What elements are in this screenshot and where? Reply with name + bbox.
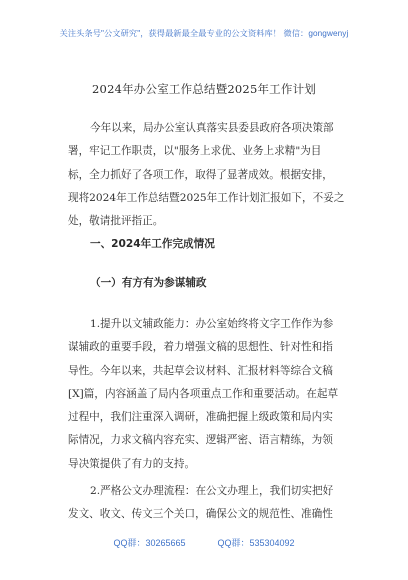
paragraph-line: 际情况，力求文稿内容充实、逻辑严密、语言精练，为领 [68,434,333,447]
intro-paragraph [68,117,350,233]
footer-qq-group-1: QQ群：30265665 [113,538,186,548]
paragraph-line: 导性。今年以来，共起草会议材料、汇报材料等综合文稿 [68,364,333,377]
intro-line: 处，敬请批评指正。 [68,215,164,228]
paragraph-line: 导决策提供了有力的支持。 [68,457,196,470]
paragraph-1 [68,313,350,476]
paragraph-line: [X]篇，内容涵盖了局内各项重点工作和重要活动。在起草 [68,387,339,400]
paragraph-line: 过程中，我们注重深入调研，准确把握上级政策和局内实 [68,411,333,424]
paragraph-line: 发文、收文、传文三个关口，确保公文的规范性、准确性 [68,508,333,521]
paragraph-line: 1.提升以文辅政能力：办公室始终将文字工作作为参 [90,318,334,330]
intro-line: 今年以来，局办公室认真落实县委县政府各项决策部 [90,122,334,134]
section-heading: 一、2024年工作完成情况 [90,238,215,250]
footer [0,536,408,549]
intro-line: 标，全力抓好了各项工作，取得了显著成效。根据安排， [68,168,333,181]
paragraph-line: 2.严格公文办理流程：在公文办理上，我们切实把好 [90,485,334,497]
paragraph-2 [68,480,350,527]
document-title: 2024年办公室工作总结暨2025年工作计划 [92,82,316,96]
footer-qq-group-2: QQ群：535304092 [217,538,295,548]
paragraph-line: 谋辅政的重要手段，着力增强文稿的思想性、针对性和指 [68,341,333,354]
header-banner: 关注头条号"公文研究"，获得最新最全最专业的公文资料库！ 微信：gongwenyj [59,29,349,38]
subsection-heading: （一）有方有为参谋辅政 [90,277,207,289]
intro-line: 署，牢记工作职责，以"服务上求优、业务上求精"为目 [68,145,322,158]
intro-line: 现将2024年工作总结暨2025年工作计划汇报如下，不妥之 [68,191,345,204]
